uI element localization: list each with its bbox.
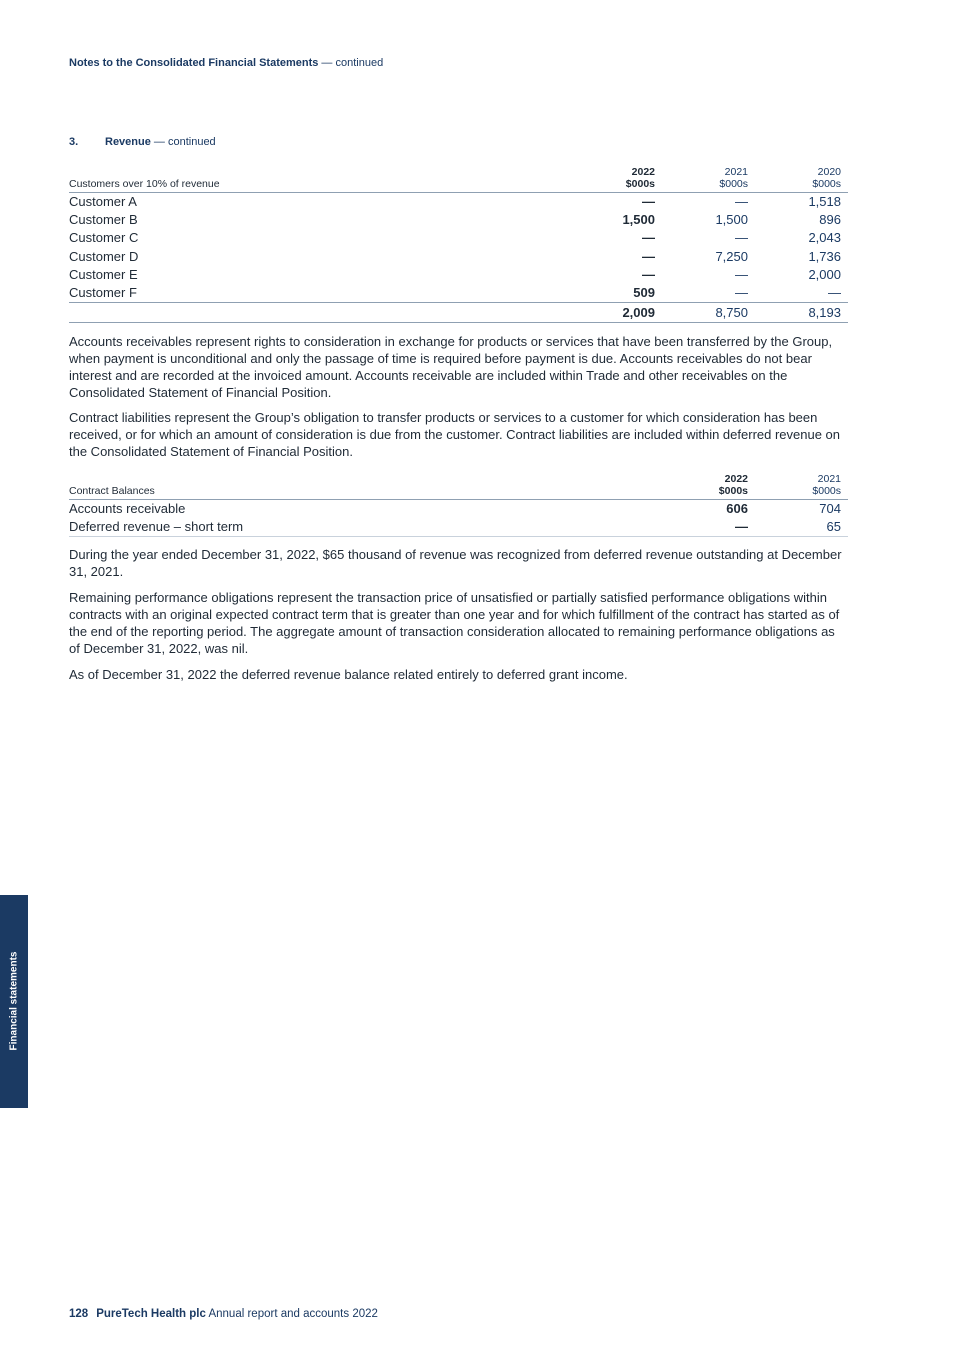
table-row [69, 518, 848, 537]
row-label: Deferred revenue – short term [69, 518, 662, 537]
section-suffix: — continued [150, 136, 216, 148]
total-row [69, 303, 848, 323]
cell-2022: — [642, 266, 655, 282]
running-header [69, 57, 383, 69]
col-2021-header [662, 166, 755, 193]
cell-2021: — [735, 230, 748, 246]
customers-table [69, 166, 848, 323]
table-row [69, 229, 848, 247]
contract-col-2022-year: 2022 [724, 473, 748, 485]
cell-2022: 509 [633, 285, 655, 301]
cell-2021: — [735, 194, 748, 210]
cell-2020: 2,000 [808, 266, 841, 282]
cell-2020: — [828, 285, 841, 301]
total-2022: 2,009 [562, 303, 662, 323]
cell-2022: — [662, 518, 755, 537]
contract-label-header: Contract Balances [69, 473, 662, 500]
row-label: Customer B [69, 212, 138, 228]
row-label: Customer C [69, 230, 139, 246]
table-row [69, 193, 848, 212]
header-suffix: — continued [318, 57, 384, 69]
total-2021: 8,750 [662, 303, 755, 323]
cell-2021: — [735, 266, 748, 282]
cell-2021: 7,250 [715, 248, 748, 264]
cell-2022: 1,500 [622, 212, 655, 228]
col-2022-year: 2022 [631, 166, 655, 178]
col-2021-unit: $000s [719, 178, 748, 190]
footer-company: PureTech Health plc [96, 1308, 206, 1320]
contract-col-2021-unit: $000s [812, 485, 841, 497]
table-row [69, 211, 848, 229]
header-title: Notes to the Consolidated Financial Statements [69, 57, 319, 69]
total-2020: 8,193 [755, 303, 848, 323]
section-name: Revenue [105, 136, 151, 148]
table-row [69, 500, 848, 519]
page-number: 128 [69, 1308, 89, 1320]
cell-2021: — [735, 285, 748, 301]
cell-2022: — [642, 194, 655, 210]
cell-2021: 65 [755, 518, 848, 537]
section-side-tab [0, 895, 28, 1108]
footer-document: Annual report and accounts 2022 [208, 1308, 378, 1320]
row-label: Customer F [69, 285, 137, 301]
cell-2020: 1,736 [808, 248, 841, 264]
contract-col-2022-header [662, 473, 755, 500]
side-tab-label: Financial statements [8, 951, 20, 1051]
paragraph-deferred-grant-income: As of December 31, 2022 the deferred revenue balance related entirely to deferred grant income. [69, 667, 628, 682]
paragraph-accounts-receivable: Accounts receivables represent rights to consideration in exchange for products or services that have been transferred by the Group, when payment is unconditional and only the passage of time is required before payment is due. Accounts receivables do not bear interest and are recorded at the invoiced amount. Accounts receivable are included within Trade and other receivables on the Consolidated Statement of Financial Position. [69, 334, 833, 400]
contract-col-2022-unit: $000s [718, 485, 748, 497]
cell-2021: 704 [819, 501, 841, 517]
page-footer [69, 1308, 378, 1320]
contract-col-2021-year: 2021 [817, 473, 841, 485]
col-2021-year: 2021 [724, 166, 748, 178]
row-label: Customer E [69, 266, 138, 282]
paragraph-contract-liabilities: Contract liabilities represent the Group’s obligation to transfer products or services to a customer for which consideration has been received, or for which an amount of consideration is due from the customer. Contract liabilities are included within deferred revenue on the Consolidated Statement of Financial Position. [69, 410, 841, 459]
col-2022-header [562, 166, 662, 193]
paragraph-remaining-obligations: Remaining performance obligations represent the transaction price of unsatisfied or partially satisfied performance obligations within contracts with an original expected contract term that is greater than one year and for which fulfillment of the contract has started as of the end of the reporting period. The aggregate amount of transaction consideration allocated to remaining performance obligations as of December 31, 2022, was nil. [69, 590, 840, 656]
row-label: Customer A [69, 194, 137, 210]
col-2020-header [755, 166, 848, 193]
row-label: Customer D [69, 248, 139, 264]
row-label: Accounts receivable [69, 501, 186, 517]
paragraph-deferred-revenue-recognized: During the year ended December 31, 2022, $65 thousand of revenue was recognized from deferred revenue outstanding at December 31, 2021. [69, 547, 842, 579]
contract-table-header [69, 473, 848, 500]
cell-2022: 606 [726, 501, 748, 517]
contract-balances-table [69, 473, 848, 537]
cell-2022: — [642, 230, 655, 246]
cell-2020: 896 [819, 212, 841, 228]
customers-label-header: Customers over 10% of revenue [69, 166, 562, 193]
cell-2022: — [642, 248, 655, 264]
cell-2021: 1,500 [715, 212, 748, 228]
cell-2020: 1,518 [808, 194, 841, 210]
cell-2020: 2,043 [808, 230, 841, 246]
col-2022-unit: $000s [625, 178, 655, 190]
section-number: 3. [69, 136, 79, 148]
table-row [69, 248, 848, 266]
col-2020-unit: $000s [812, 178, 841, 190]
table-row [69, 284, 848, 303]
table-row [69, 266, 848, 284]
total-label [69, 303, 562, 323]
contract-col-2021-header [755, 473, 848, 500]
section-title [69, 136, 216, 148]
customers-table-header [69, 166, 848, 193]
col-2020-year: 2020 [817, 166, 841, 178]
